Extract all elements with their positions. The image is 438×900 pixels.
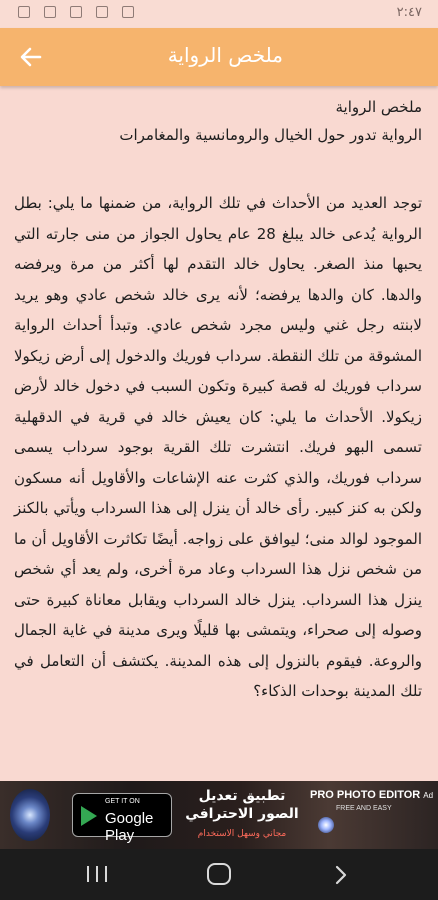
message-icon <box>122 6 134 18</box>
status-time: ٢:٤٧ <box>396 5 422 20</box>
page-title: ملخص الرواية <box>167 43 283 67</box>
ad-badge: Ad <box>423 791 434 800</box>
ad-english-title <box>310 789 433 801</box>
nav-back-icon[interactable] <box>334 865 348 889</box>
ad-english-subtitle: FREE AND EASY <box>336 805 392 812</box>
alarm-icon <box>44 6 56 18</box>
google-play-icon <box>81 806 97 826</box>
ad-arabic-subtitle: مجاني وسهل الاستخدام <box>197 829 287 839</box>
gallery-icon <box>18 6 30 18</box>
google-play-small-text: GET IT ON <box>105 798 140 805</box>
recents-icon[interactable] <box>87 866 107 882</box>
summary-content <box>14 96 422 707</box>
ad-arabic-title: تطبيق تعديل الصور الاحترافي <box>185 788 299 822</box>
cube-icon <box>96 6 108 18</box>
google-play-text: Google Play <box>105 810 154 844</box>
system-nav-bar <box>0 849 438 900</box>
google-play-badge[interactable] <box>72 793 172 844</box>
notification-icons <box>18 6 134 18</box>
status-bar <box>0 0 438 28</box>
ad-orb-icon <box>318 817 334 833</box>
home-icon[interactable] <box>207 863 231 885</box>
summary-heading: ملخص الرواية <box>335 98 422 116</box>
ad-en-title-text: PRO PHOTO EDITOR <box>310 789 421 801</box>
vk-icon <box>70 6 82 18</box>
arrow-back-icon[interactable] <box>16 43 46 71</box>
summary-subtitle: الرواية تدور حول الخيال والرومانسية والمغامرات <box>119 126 422 144</box>
app-bar <box>0 28 438 86</box>
summary-body: توجد العديد من الأحداث في تلك الرواية، من ضمنها ما يلي: بطل الرواية يُدعى خالد يبلغ 28 عام يحاول الجواز من منى جارته التي يحبها منذ الصغر. يحاول خالد التقدم لها أكثر من مرة ويرفضه والدها. كان والدها يرفضه؛ لأنه يرى خالد شخص عادي وهو يريد لابنته رجل غني وليس مجرد شخص عادي. وتبدأ أحداث الرواية المشوقة من تلك النقطة. سرداب فوريك والدخول إلى أرض زيكولا سرداب فوريك له قصة كبيرة وتكون السبب في دخول خالد لأرض زيكولا. الأحداث ما يلي: كان يعيش خالد في قرية في الدقهلية تسمى البهو فريك. انتشرت تلك القرية بوجود سرداب يسمى سرداب فوريك، والذي كثرت عنه الإشاعات والأقاويل أنه مسكون ولكن به كنز كبير. رأى خالد أن ينزل إلى هذا السرداب ويأتي بالكنز الموجود لوالد منى؛ ليوافق على زواجه. أيضًا تكاثرت الأقاويل أن ما من شخص نزل هذا السرداب وعاد مرة أخرى، ولم يعد أي شخص ينزل هذا السرداب. ينزل خالد السرداب ويقابل معاناة كبيرة حتى وصوله إلى صحراء، ويتمشى بها قليلًا ويرى مدينة في غاية الجمال والروعة. فيقوم بالنزول إلى هذه المدينة. يكتشف أن التعامل في تلك المدينة بوحدات الذكاء؟ <box>14 194 423 700</box>
ad-banner[interactable] <box>0 781 438 849</box>
ad-lens-image <box>10 789 50 841</box>
